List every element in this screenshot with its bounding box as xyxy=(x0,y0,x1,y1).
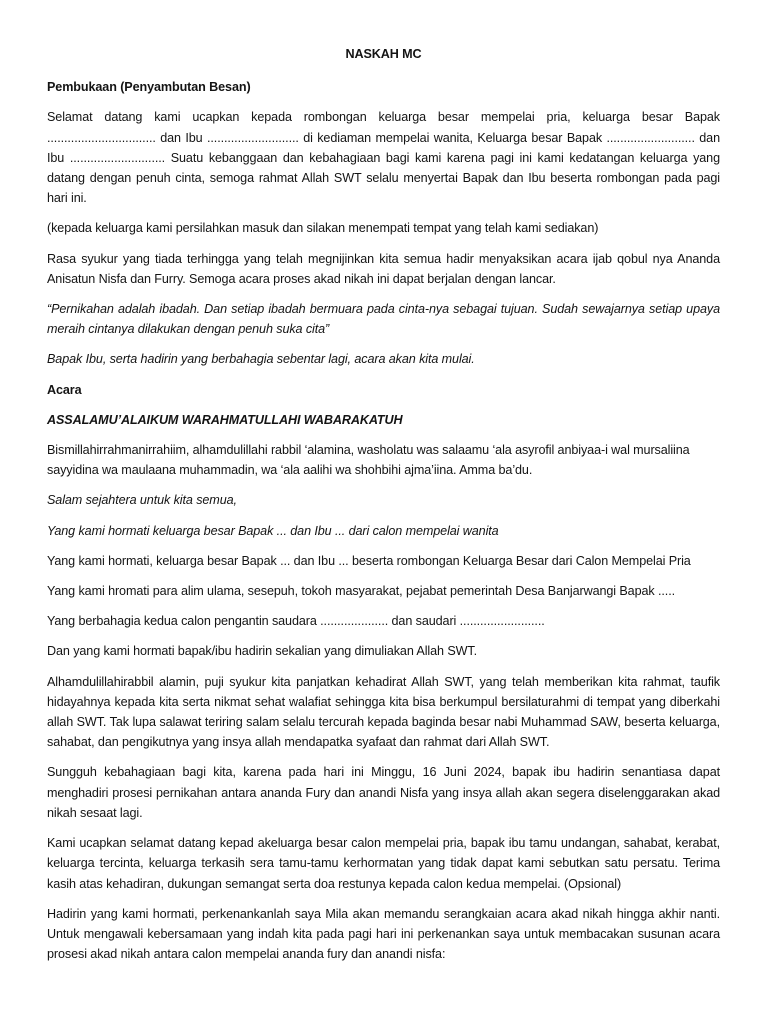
paragraph-greeting-officials: Yang kami hromati para alim ulama, sesepuh, tokoh masyarakat, pejabat pemerintah Desa Banjarwangi Bapak ..... xyxy=(47,584,675,599)
document-title: NASKAH MC xyxy=(345,47,422,61)
section-heading-opening: Pembukaan (Penyambutan Besan) xyxy=(47,80,251,95)
salam-heading: ASSALAMU’ALAIKUM WARAHMATULLAHI WABARAKATUH xyxy=(47,412,403,427)
paragraph-greeting-couple: Yang berbahagia kedua calon pengantin saudara .................... dan saudari ......................... xyxy=(47,614,545,629)
paragraph-gratitude: Rasa syukur yang tiada terhingga yang telah megnijinkan kita semua hadir menyaksikan acara ijab qobul nya Ananda Anisatun Nisfa dan Furry. Semoga acara proses akad nikah ini dapat berjalan dengan lancar. xyxy=(47,251,720,286)
paragraph-bismillah: Bismillahirrahmanirrahiim, alhamdulillahi rabbil ‘alamina, washolatu was salaamu ‘ala asyrofil anbiyaa-i wal mursaliina sayyidina wa maulaana muhammadin, wa ‘ala aalihi wa shohbihi ajma’iina. Amma ba’du. xyxy=(47,443,690,478)
paragraph-welcome-guests: Kami ucapkan selamat datang kepad akeluarga besar calon mempelai pria, bapak ibu tamu undangan, sahabat, kerabat, keluarga tercinta, keluarga terkasih sera tamu-tamu kerhormatan yang tidak dapat kami sebutkan satu persatu. Terima kasih atas kehadiran, dukungan semangat serta doa restunya kepada calon kedua mempelai. (Opsional) xyxy=(47,836,720,891)
paragraph-greeting-groom-family: Yang kami hormati, keluarga besar Bapak ... dan Ibu ... beserta rombongan Keluarga Besar dari Calon Mempelai Pria xyxy=(47,553,691,568)
paragraph-quote: “Pernikahan adalah ibadah. Dan setiap ibadah bermuara pada cinta-nya sebagai tujuan. Sudah sewajarnya setiap upaya meraih cintanya dilakukan dengan penuh suka cita” xyxy=(47,302,720,337)
paragraph-mc-intro: Hadirin yang kami hormati, perkenankanlah saya Mila akan memandu serangkaian acara akad nikah hingga akhir nanti. Untuk mengawali kebersamaan yang indah kita pada pagi hari ini perkenankan saya untuk membacakan susunan acara prosesi akad nikah antara calon mempelai ananda fury dan anandi nisfa: xyxy=(47,906,720,962)
paragraph-welcome: Selamat datang kami ucapkan kepada rombongan keluarga besar mempelai pria, keluarga besar Bapak ................................ dan Ibu ........................... di kediaman mempelai wanita, Keluarga besar Bapak .......................... dan Ibu ............................ Suatu kebanggaan dan kebahagiaan bagi kami karena pagi ini kami kedatangan keluarga yang datang dengan penuh cinta, semoga rahmat Allah SWT selalu menyertai Bapak dan Ibu beserta rombongan pada pagi hari ini. xyxy=(47,110,720,206)
paragraph-greeting-bride-family: Yang kami hormati keluarga besar Bapak ... dan Ibu ... dari calon mempelai wanita xyxy=(47,523,499,538)
document-page xyxy=(47,44,720,974)
paragraph-greeting-guests: Dan yang kami hormati bapak/ibu hadirin sekalian yang dimuliakan Allah SWT. xyxy=(47,644,478,659)
paragraph-alhamdulillah: Alhamdulillahirabbil alamin, puji syukur kita panjatkan kehadirat Allah SWT, yang telah memberikan kita rahmat, taufik hidayahnya kepada kita serta nikmat sehat walafiat sehingga kita bisa berkumpul bersilaturahmi di tempat yang diberkahi allah SWT. Tak lupa salawat teriring salam selalu tercurah kepada baginda besar nabi Muhammad SAW, beserta keluarga, sahabat, dan pengikutnya yang insya allah mendapatka syafaat dan rahmat dari Allah SWT. xyxy=(47,674,720,750)
paragraph-invite-in: (kepada keluarga kami persilahkan masuk dan silakan menempati tempat yang telah kami sediakan) xyxy=(47,221,599,236)
paragraph-start-soon: Bapak Ibu, serta hadirin yang berbahagia sebentar lagi, acara akan kita mulai. xyxy=(47,352,475,367)
paragraph-salam-sejahtera: Salam sejahtera untuk kita semua, xyxy=(47,493,237,508)
section-heading-acara: Acara xyxy=(47,382,82,397)
paragraph-date-announcement: Sungguh kebahagiaan bagi kita, karena pada hari ini Minggu, 16 Juni 2024, bapak ibu hadirin senantiasa dapat menghadiri prosesi pernikahan antara ananda Fury dan anandi Nisfa yang insya allah akan segera diselenggarakan akad nikah sesaat lagi. xyxy=(47,765,720,820)
